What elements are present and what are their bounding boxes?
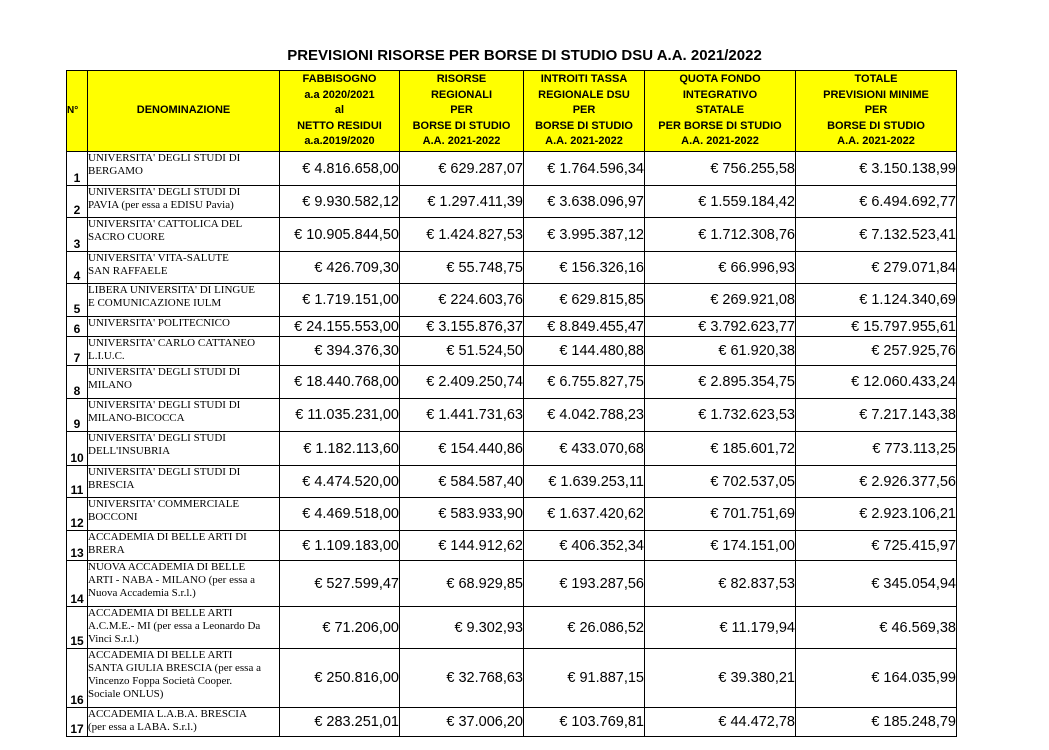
cell-risorse: € 37.006,20 xyxy=(400,708,524,737)
cell-risorse: € 2.409.250,74 xyxy=(400,366,524,399)
denominazione-line: Vinci S.r.l.) xyxy=(88,633,139,645)
cell-quota: € 1.732.623,53 xyxy=(645,399,796,432)
cell-risorse: € 584.587,40 xyxy=(400,466,524,498)
row-denominazione xyxy=(88,708,280,737)
header-line: A.A. 2021-2022 xyxy=(681,135,759,148)
denominazione-line: BOCCONI xyxy=(88,511,138,523)
cell-totale: € 185.248,79 xyxy=(796,708,957,737)
cell-introiti: € 406.352,34 xyxy=(524,531,645,561)
table-row xyxy=(67,218,957,252)
cell-fabbisogno: € 4.469.518,00 xyxy=(280,498,400,531)
cell-introiti: € 3.995.387,12 xyxy=(524,218,645,252)
denominazione-line: ACCADEMIA DI BELLE ARTI xyxy=(88,649,233,661)
row-denominazione xyxy=(88,399,280,432)
row-denominazione xyxy=(88,466,280,498)
cell-introiti: € 1.764.596,34 xyxy=(524,152,645,186)
denominazione-line: UNIVERSITA' POLITECNICO xyxy=(88,317,230,329)
cell-introiti: € 156.326,16 xyxy=(524,252,645,284)
denominazione-line: BERGAMO xyxy=(88,165,144,177)
cell-totale: € 773.113,25 xyxy=(796,432,957,466)
cell-risorse: € 629.287,07 xyxy=(400,152,524,186)
borse-di-studio-table xyxy=(66,70,957,737)
row-number: 6 xyxy=(67,317,88,337)
cell-risorse: € 51.524,50 xyxy=(400,337,524,366)
table-row xyxy=(67,252,957,284)
cell-totale: € 1.124.340,69 xyxy=(796,284,957,317)
cell-quota: € 3.792.623,77 xyxy=(645,317,796,337)
cell-risorse: € 144.912,62 xyxy=(400,531,524,561)
cell-totale: € 2.926.377,56 xyxy=(796,466,957,498)
cell-risorse: € 224.603,76 xyxy=(400,284,524,317)
denominazione-line: BRESCIA xyxy=(88,479,135,491)
cell-quota: € 44.472,78 xyxy=(645,708,796,737)
cell-totale: € 12.060.433,24 xyxy=(796,366,957,399)
row-number: 8 xyxy=(67,366,88,399)
cell-totale: € 46.569,38 xyxy=(796,607,957,649)
cell-quota: € 702.537,05 xyxy=(645,466,796,498)
table-row xyxy=(67,708,957,737)
cell-introiti: € 26.086,52 xyxy=(524,607,645,649)
cell-risorse: € 9.302,93 xyxy=(400,607,524,649)
table-row xyxy=(67,561,957,607)
cell-quota: € 2.895.354,75 xyxy=(645,366,796,399)
header-line: FABBISOGNO xyxy=(302,73,377,86)
cell-introiti: € 103.769,81 xyxy=(524,708,645,737)
cell-fabbisogno: € 71.206,00 xyxy=(280,607,400,649)
cell-quota: € 82.837,53 xyxy=(645,561,796,607)
header-line: BORSE DI STUDIO xyxy=(412,119,511,132)
cell-risorse: € 154.440,86 xyxy=(400,432,524,466)
cell-risorse: € 32.768,63 xyxy=(400,649,524,708)
header-line: PER xyxy=(572,104,596,117)
header-row xyxy=(67,71,957,152)
denominazione-line: SAN RAFFAELE xyxy=(88,265,168,277)
cell-fabbisogno: € 527.599,47 xyxy=(280,561,400,607)
cell-totale: € 3.150.138,99 xyxy=(796,152,957,186)
denominazione-line: UNIVERSITA' DEGLI STUDI xyxy=(88,432,226,444)
row-denominazione xyxy=(88,366,280,399)
cell-introiti: € 1.637.420,62 xyxy=(524,498,645,531)
cell-quota: € 61.920,38 xyxy=(645,337,796,366)
cell-fabbisogno: € 24.155.553,00 xyxy=(280,317,400,337)
header-line: REGIONALE DSU xyxy=(538,88,630,101)
row-denominazione xyxy=(88,561,280,607)
cell-quota: € 701.751,69 xyxy=(645,498,796,531)
cell-risorse: € 1.297.411,39 xyxy=(400,186,524,218)
header-line: a.a 2020/2021 xyxy=(304,88,375,101)
denominazione-line: UNIVERSITA' DEGLI STUDI DI xyxy=(88,466,241,478)
denominazione-line: ARTI - NABA - MILANO (per essa a xyxy=(88,574,256,586)
cell-fabbisogno: € 250.816,00 xyxy=(280,649,400,708)
row-number: 4 xyxy=(67,252,88,284)
row-number: 17 xyxy=(67,708,88,737)
header-quota-fondo xyxy=(645,71,796,152)
cell-fabbisogno: € 283.251,01 xyxy=(280,708,400,737)
cell-risorse: € 68.929,85 xyxy=(400,561,524,607)
cell-fabbisogno: € 18.440.768,00 xyxy=(280,366,400,399)
row-denominazione xyxy=(88,252,280,284)
row-number: 7 xyxy=(67,337,88,366)
cell-totale: € 257.925,76 xyxy=(796,337,957,366)
header-line: RISORSE xyxy=(436,73,487,86)
table-row xyxy=(67,284,957,317)
cell-introiti: € 433.070,68 xyxy=(524,432,645,466)
table-row xyxy=(67,399,957,432)
cell-fabbisogno: € 1.719.151,00 xyxy=(280,284,400,317)
cell-fabbisogno: € 4.816.658,00 xyxy=(280,152,400,186)
cell-quota: € 756.255,58 xyxy=(645,152,796,186)
cell-totale: € 345.054,94 xyxy=(796,561,957,607)
cell-fabbisogno: € 10.905.844,50 xyxy=(280,218,400,252)
table-body xyxy=(67,152,957,737)
header-line: A.A. 2021-2022 xyxy=(837,135,915,148)
denominazione-line: L.I.U.C. xyxy=(88,350,125,362)
header-fabbisogno xyxy=(280,71,400,152)
header-line: NETTO RESIDUI xyxy=(297,119,382,132)
row-number: 11 xyxy=(67,466,88,498)
table-row xyxy=(67,498,957,531)
row-number: 3 xyxy=(67,218,88,252)
cell-totale: € 725.415,97 xyxy=(796,531,957,561)
denominazione-line: DELL'INSUBRIA xyxy=(88,445,171,457)
cell-totale: € 6.494.692,77 xyxy=(796,186,957,218)
row-number: 12 xyxy=(67,498,88,531)
header-totale xyxy=(796,71,957,152)
denominazione-line: LIBERA UNIVERSITA' DI LINGUE xyxy=(88,284,255,296)
header-num: N° xyxy=(67,71,88,152)
cell-risorse: € 1.424.827,53 xyxy=(400,218,524,252)
row-number: 1 xyxy=(67,152,88,186)
cell-risorse: € 55.748,75 xyxy=(400,252,524,284)
cell-totale: € 164.035,99 xyxy=(796,649,957,708)
table-row xyxy=(67,466,957,498)
header-line: TOTALE xyxy=(854,73,898,86)
row-number: 2 xyxy=(67,186,88,218)
cell-introiti: € 3.638.096,97 xyxy=(524,186,645,218)
header-line: PER xyxy=(864,104,888,117)
header-line: a.a.2019/2020 xyxy=(304,135,375,148)
row-denominazione xyxy=(88,186,280,218)
denominazione-line: MILANO-BICOCCA xyxy=(88,412,185,424)
table-row xyxy=(67,337,957,366)
table-row xyxy=(67,317,957,337)
cell-fabbisogno: € 4.474.520,00 xyxy=(280,466,400,498)
denominazione-line: ACCADEMIA L.A.B.A. BRESCIA xyxy=(88,708,247,720)
row-denominazione xyxy=(88,607,280,649)
denominazione-line: MILANO xyxy=(88,379,132,391)
cell-totale: € 279.071,84 xyxy=(796,252,957,284)
cell-introiti: € 629.815,85 xyxy=(524,284,645,317)
header-line: QUOTA FONDO xyxy=(679,73,761,86)
header-line: INTEGRATIVO xyxy=(682,88,758,101)
denominazione-line: BRERA xyxy=(88,544,125,556)
denominazione-line: Sociale ONLUS) xyxy=(88,688,164,700)
denominazione-line: UNIVERSITA' CARLO CATTANEO xyxy=(88,337,256,349)
table-row xyxy=(67,649,957,708)
header-line: PER BORSE DI STUDIO xyxy=(658,119,782,132)
cell-quota: € 1.712.308,76 xyxy=(645,218,796,252)
cell-introiti: € 193.287,56 xyxy=(524,561,645,607)
cell-risorse: € 583.933,90 xyxy=(400,498,524,531)
denominazione-line: Vincenzo Foppa Società Cooper. xyxy=(88,675,233,687)
denominazione-line: A.C.M.E.- MI (per essa a Leonardo Da xyxy=(88,620,261,632)
denominazione-line: (per essa a LABA. S.r.l.) xyxy=(88,721,197,733)
cell-fabbisogno: € 11.035.231,00 xyxy=(280,399,400,432)
row-denominazione xyxy=(88,649,280,708)
cell-quota: € 1.559.184,42 xyxy=(645,186,796,218)
header-line: PER xyxy=(450,104,473,117)
cell-totale: € 7.217.143,38 xyxy=(796,399,957,432)
cell-introiti: € 8.849.455,47 xyxy=(524,317,645,337)
cell-introiti: € 6.755.827,75 xyxy=(524,366,645,399)
denominazione-line: Nuova Accademia S.r.l.) xyxy=(88,587,196,599)
header-line: A.A. 2021-2022 xyxy=(545,135,623,148)
denominazione-line: PAVIA (per essa a EDISU Pavia) xyxy=(88,199,234,211)
row-denominazione xyxy=(88,498,280,531)
denominazione-line: ACCADEMIA DI BELLE ARTI DI xyxy=(88,531,247,543)
header-line: A.A. 2021-2022 xyxy=(422,135,501,148)
denominazione-line: NUOVA ACCADEMIA DI BELLE xyxy=(88,561,246,573)
header-line: al xyxy=(334,104,345,117)
row-number: 14 xyxy=(67,561,88,607)
row-denominazione xyxy=(88,284,280,317)
denominazione-line: UNIVERSITA' VITA-SALUTE xyxy=(88,252,229,264)
table-row xyxy=(67,432,957,466)
cell-introiti: € 1.639.253,11 xyxy=(524,466,645,498)
cell-fabbisogno: € 1.182.113,60 xyxy=(280,432,400,466)
header-introiti-tassa xyxy=(524,71,645,152)
row-number: 9 xyxy=(67,399,88,432)
denominazione-line: UNIVERSITA' DEGLI STUDI DI xyxy=(88,399,241,411)
cell-fabbisogno: € 394.376,30 xyxy=(280,337,400,366)
denominazione-line: UNIVERSITA' DEGLI STUDI DI xyxy=(88,366,241,378)
header-line: BORSE DI STUDIO xyxy=(535,119,633,132)
header-line: BORSE DI STUDIO xyxy=(827,119,925,132)
table-row xyxy=(67,366,957,399)
table-row xyxy=(67,186,957,218)
cell-risorse: € 3.155.876,37 xyxy=(400,317,524,337)
denominazione-line: UNIVERSITA' DEGLI STUDI DI xyxy=(88,152,241,164)
cell-introiti: € 91.887,15 xyxy=(524,649,645,708)
cell-quota: € 269.921,08 xyxy=(645,284,796,317)
cell-quota: € 39.380,21 xyxy=(645,649,796,708)
cell-fabbisogno: € 9.930.582,12 xyxy=(280,186,400,218)
cell-totale: € 15.797.955,61 xyxy=(796,317,957,337)
document-title: PREVISIONI RISORSE PER BORSE DI STUDIO DSU A.A. 2021/2022 xyxy=(287,47,762,64)
header-line: INTROITI TASSA xyxy=(540,73,628,86)
table-row xyxy=(67,152,957,186)
cell-quota: € 174.151,00 xyxy=(645,531,796,561)
denominazione-line: UNIVERSITA' COMMERCIALE xyxy=(88,498,240,510)
row-denominazione xyxy=(88,152,280,186)
header-line: REGIONALI xyxy=(430,88,493,101)
cell-totale: € 7.132.523,41 xyxy=(796,218,957,252)
cell-fabbisogno: € 1.109.183,00 xyxy=(280,531,400,561)
denominazione-line: UNIVERSITA' DEGLI STUDI DI xyxy=(88,186,241,198)
row-number: 5 xyxy=(67,284,88,317)
row-number: 16 xyxy=(67,649,88,708)
table-row xyxy=(67,531,957,561)
table-row xyxy=(67,607,957,649)
denominazione-line: SANTA GIULIA BRESCIA (per essa a xyxy=(88,662,261,674)
row-denominazione xyxy=(88,432,280,466)
cell-quota: € 11.179,94 xyxy=(645,607,796,649)
cell-risorse: € 1.441.731,63 xyxy=(400,399,524,432)
denominazione-line: E COMUNICAZIONE IULM xyxy=(88,297,222,309)
cell-quota: € 66.996,93 xyxy=(645,252,796,284)
header-line: STATALE xyxy=(695,104,745,117)
header-line: PREVISIONI MINIME xyxy=(823,88,929,101)
row-number: 13 xyxy=(67,531,88,561)
denominazione-line: ACCADEMIA DI BELLE ARTI xyxy=(88,607,233,619)
row-denominazione xyxy=(88,218,280,252)
row-denominazione xyxy=(88,531,280,561)
cell-fabbisogno: € 426.709,30 xyxy=(280,252,400,284)
row-denominazione xyxy=(88,317,280,337)
denominazione-line: SACRO CUORE xyxy=(88,231,165,243)
denominazione-line: UNIVERSITA' CATTOLICA DEL xyxy=(88,218,243,230)
row-number: 10 xyxy=(67,432,88,466)
cell-introiti: € 4.042.788,23 xyxy=(524,399,645,432)
header-risorse-regionali xyxy=(400,71,524,152)
cell-quota: € 185.601,72 xyxy=(645,432,796,466)
row-number: 15 xyxy=(67,607,88,649)
cell-introiti: € 144.480,88 xyxy=(524,337,645,366)
header-denominazione: DENOMINAZIONE xyxy=(88,71,280,152)
cell-totale: € 2.923.106,21 xyxy=(796,498,957,531)
row-denominazione xyxy=(88,337,280,366)
